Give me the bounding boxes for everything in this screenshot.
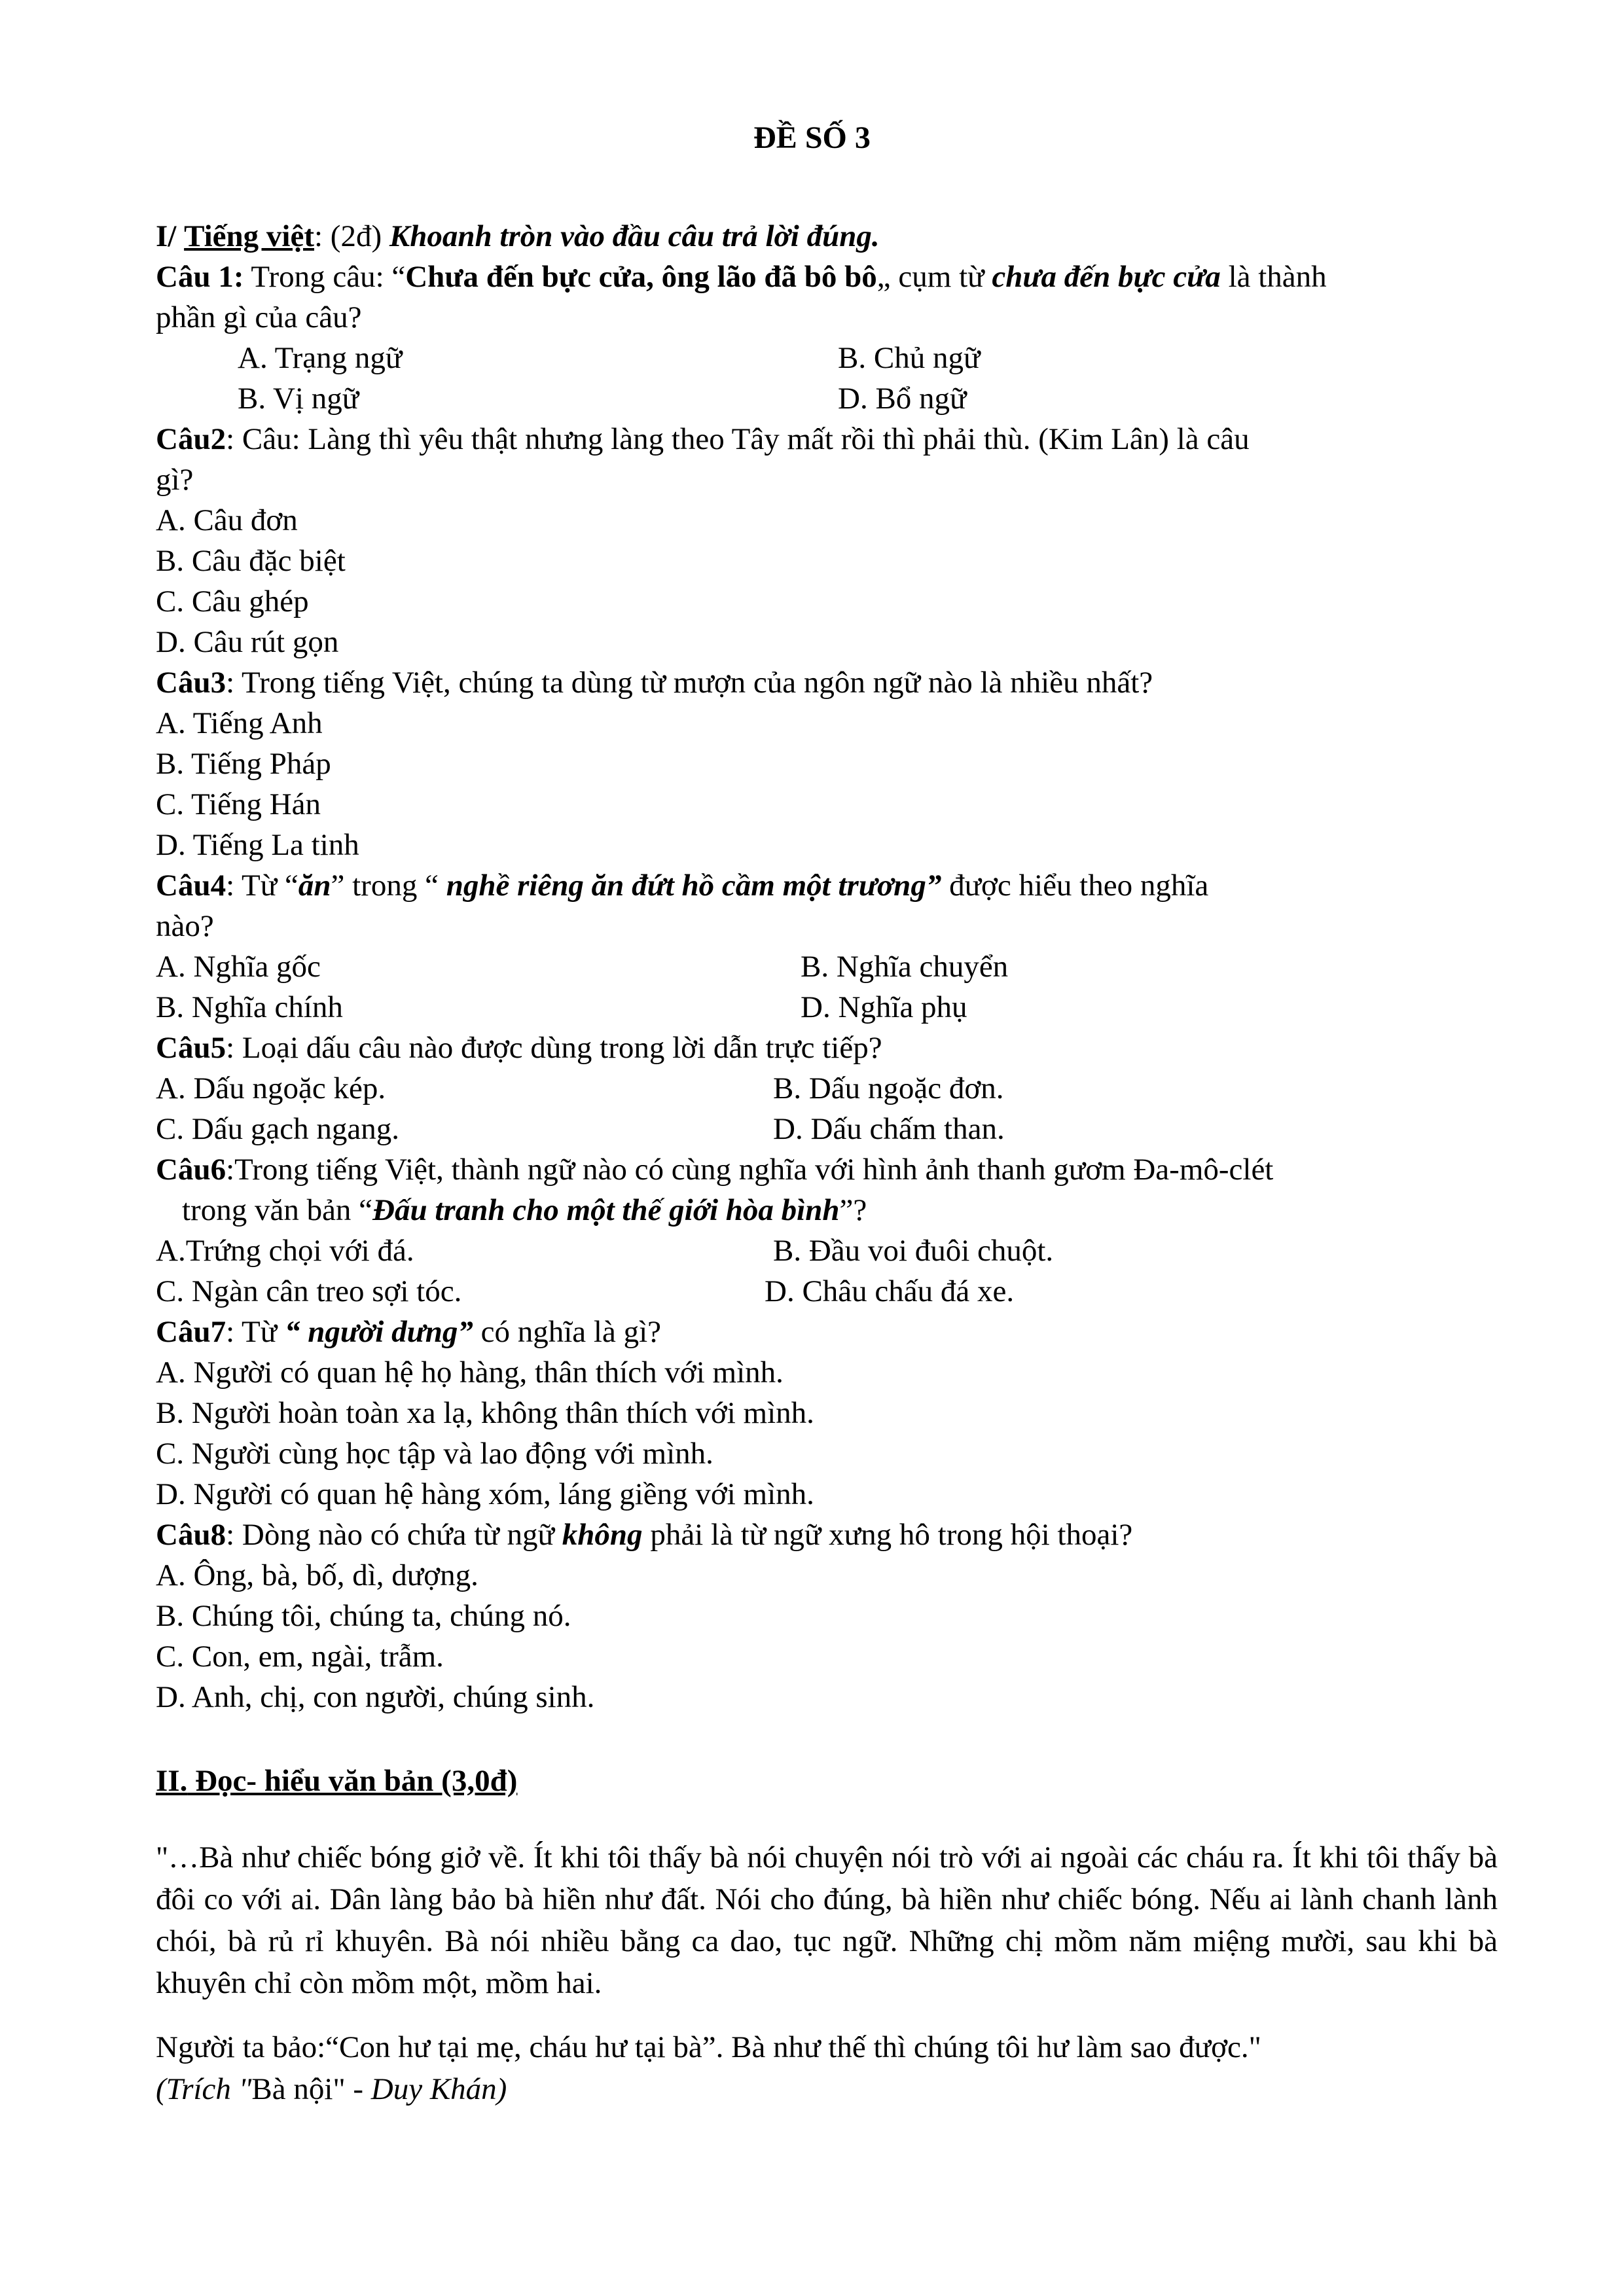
- q6-option[interactable]: A.Trứng chọi với đá.: [156, 1234, 414, 1268]
- q1-label: Câu 1:: [156, 260, 244, 294]
- q8-option[interactable]: B. Chúng tôi, chúng ta, chúng nó.: [156, 1599, 571, 1633]
- q4-text-c: được hiểu theo nghĩa: [941, 869, 1209, 903]
- question-2: [156, 419, 1493, 662]
- q1-text-b: „ cụm từ: [876, 260, 992, 294]
- q3-text: : Trong tiếng Việt, chúng ta dùng từ mượn của ngôn ngữ nào là nhiều nhất?: [226, 666, 1153, 700]
- q5-option[interactable]: A. Dấu ngoặc kép.: [156, 1071, 386, 1105]
- passage-paragraph-2-text: Người ta bảo:“Con hư tại mẹ, cháu hư tại bà”. Bà như thế thì chúng tôi hư làm sao được.": [156, 2030, 1261, 2064]
- q2-text-b: gì?: [156, 463, 194, 497]
- q7-option[interactable]: B. Người hoàn toàn xa lạ, không thân thích với mình.: [156, 1396, 814, 1430]
- q2-option[interactable]: C. Câu ghép: [156, 584, 309, 619]
- q6-text-a: :Trong tiếng Việt, thành ngữ nào có cùng nghĩa với hình ảnh thanh gươm Đa-mô-clét: [226, 1153, 1274, 1187]
- section2-heading: [156, 1761, 1493, 1801]
- q4-text-d: nào?: [156, 909, 214, 943]
- q6-label: Câu6: [156, 1153, 226, 1187]
- q5-option[interactable]: C. Dấu gạch ngang.: [156, 1112, 399, 1146]
- passage-paragraph-2: [156, 2026, 1498, 2110]
- q6-title: Đấu tranh cho một thế giới hòa bình: [372, 1193, 840, 1227]
- q8-text-b: phải là từ ngữ xưng hô trong hội thoại?: [642, 1518, 1133, 1552]
- citation-title: Bà nội: [251, 2072, 333, 2106]
- q7-text-b: có nghĩa là gì?: [473, 1315, 661, 1349]
- q2-text-a: : Câu: Làng thì yêu thật nhưng làng theo Tây mất rồi thì phải thù. (Kim Lân) là câu: [226, 422, 1250, 456]
- question-8: [156, 1515, 1493, 1717]
- q3-option[interactable]: B. Tiếng Pháp: [156, 747, 331, 781]
- q4-label: Câu4: [156, 869, 226, 903]
- q1-text-c: là thành: [1220, 260, 1327, 294]
- q7-label: Câu7: [156, 1315, 226, 1349]
- q2-option[interactable]: D. Câu rút gọn: [156, 625, 339, 659]
- q7-option[interactable]: A. Người có quan hệ họ hàng, thân thích với mình.: [156, 1355, 784, 1390]
- q6-text-b: trong văn bản “: [182, 1193, 373, 1227]
- q6-option[interactable]: C. Ngàn cân treo sợi tóc.: [156, 1274, 462, 1308]
- q1-text-a: Trong câu: “: [244, 260, 406, 294]
- section2-title: Đọc- hiểu văn bản (3,0đ): [187, 1764, 518, 1798]
- q1-option[interactable]: A. Trạng ngữ: [238, 341, 403, 375]
- section1-title: Tiếng việt: [184, 219, 314, 253]
- q5-option[interactable]: B. Dấu ngoặc đơn.: [773, 1071, 1004, 1105]
- section1-instruction: Khoanh tròn vào đầu câu trả lời đúng.: [389, 219, 880, 253]
- q1-quote: Chưa đến bực cửa, ông lão đã bô bô: [405, 260, 877, 294]
- q3-option[interactable]: A. Tiếng Anh: [156, 706, 323, 740]
- q4-option[interactable]: D. Nghĩa phụ: [801, 990, 967, 1024]
- q1-text-d: phần gì của câu?: [156, 300, 362, 334]
- question-1: [156, 257, 1493, 419]
- q5-option[interactable]: D. Dấu chấm than.: [773, 1112, 1005, 1146]
- q4-text-b: ” trong “: [331, 869, 446, 903]
- section1-label: I/: [156, 219, 177, 253]
- q8-word: không: [562, 1518, 643, 1552]
- question-3: [156, 662, 1493, 865]
- q3-label: Câu3: [156, 666, 226, 700]
- question-7: [156, 1312, 1493, 1515]
- question-6: [156, 1149, 1493, 1312]
- q2-option[interactable]: B. Câu đặc biệt: [156, 544, 346, 578]
- q1-option[interactable]: D. Bổ ngữ: [838, 382, 967, 416]
- q3-option[interactable]: C. Tiếng Hán: [156, 787, 321, 821]
- citation-a: (Trích ": [156, 2072, 252, 2106]
- section1-points: : (2đ): [314, 219, 382, 253]
- q6-text-c: ”?: [839, 1193, 867, 1227]
- q6-option[interactable]: D. Châu chấu đá xe.: [765, 1274, 1015, 1308]
- q2-label: Câu2: [156, 422, 226, 456]
- q2-option[interactable]: A. Câu đơn: [156, 503, 298, 537]
- q4-option[interactable]: B. Nghĩa chuyển: [801, 950, 1009, 984]
- q8-option[interactable]: D. Anh, chị, con người, chúng sinh.: [156, 1680, 595, 1714]
- question-5: [156, 1028, 1493, 1149]
- citation-author: Duy Khán): [370, 2072, 507, 2106]
- citation-b: " -: [333, 2072, 371, 2106]
- q4-word: ăn: [298, 869, 331, 903]
- q5-label: Câu5: [156, 1031, 226, 1065]
- section2-num: II.: [156, 1764, 188, 1798]
- q1-option[interactable]: B. Chủ ngữ: [838, 341, 981, 375]
- q1-option[interactable]: B. Vị ngữ: [238, 382, 359, 416]
- passage-citation: [156, 2068, 1498, 2110]
- q8-text-a: : Dòng nào có chứa từ ngữ: [226, 1518, 562, 1552]
- q5-text: : Loại dấu câu nào được dùng trong lời dẫn trực tiếp?: [226, 1031, 882, 1065]
- q1-phrase: chưa đến bực cửa: [992, 260, 1221, 294]
- passage-paragraph-1: "…Bà như chiếc bóng giở về. Ít khi tôi thấy bà nói chuyện nói trò với ai ngoài các cháu ra. Ít khi tôi thấy bà đôi co với ai. Dân làng bảo bà hiền như đất. Nói cho đúng, bà hiền như chiếc bóng. Nếu ai lành chanh lành chói, bà rủ rỉ khuyên. Bà nói nhiều bằng ca dao, tục ngữ. Những chị mồm năm miệng mười, sau khi bà khuyên chỉ còn mồm một, mồm hai.: [156, 1840, 1498, 2000]
- q4-text-a: : Từ “: [226, 869, 298, 903]
- section1-heading: [156, 216, 1493, 257]
- q7-option[interactable]: C. Người cùng học tập và lao động với mình.: [156, 1437, 713, 1471]
- page-title: ĐỀ SỐ 3: [753, 120, 871, 155]
- q7-text-a: : Từ: [226, 1315, 285, 1349]
- q8-option[interactable]: A. Ông, bà, bố, dì, dượng.: [156, 1558, 478, 1592]
- question-4: [156, 865, 1493, 1028]
- q4-option[interactable]: A. Nghĩa gốc: [156, 950, 321, 984]
- q8-label: Câu8: [156, 1518, 226, 1552]
- q8-option[interactable]: C. Con, em, ngài, trẫm.: [156, 1640, 444, 1674]
- q4-option[interactable]: B. Nghĩa chính: [156, 990, 343, 1024]
- q7-word: “ người dưng”: [285, 1315, 473, 1349]
- q3-option[interactable]: D. Tiếng La tinh: [156, 828, 359, 862]
- q4-quote: nghề riêng ăn đứt hồ cầm một trương”: [446, 869, 942, 903]
- q6-option[interactable]: B. Đầu voi đuôi chuột.: [773, 1234, 1054, 1268]
- q7-option[interactable]: D. Người có quan hệ hàng xóm, láng giềng với mình.: [156, 1477, 814, 1511]
